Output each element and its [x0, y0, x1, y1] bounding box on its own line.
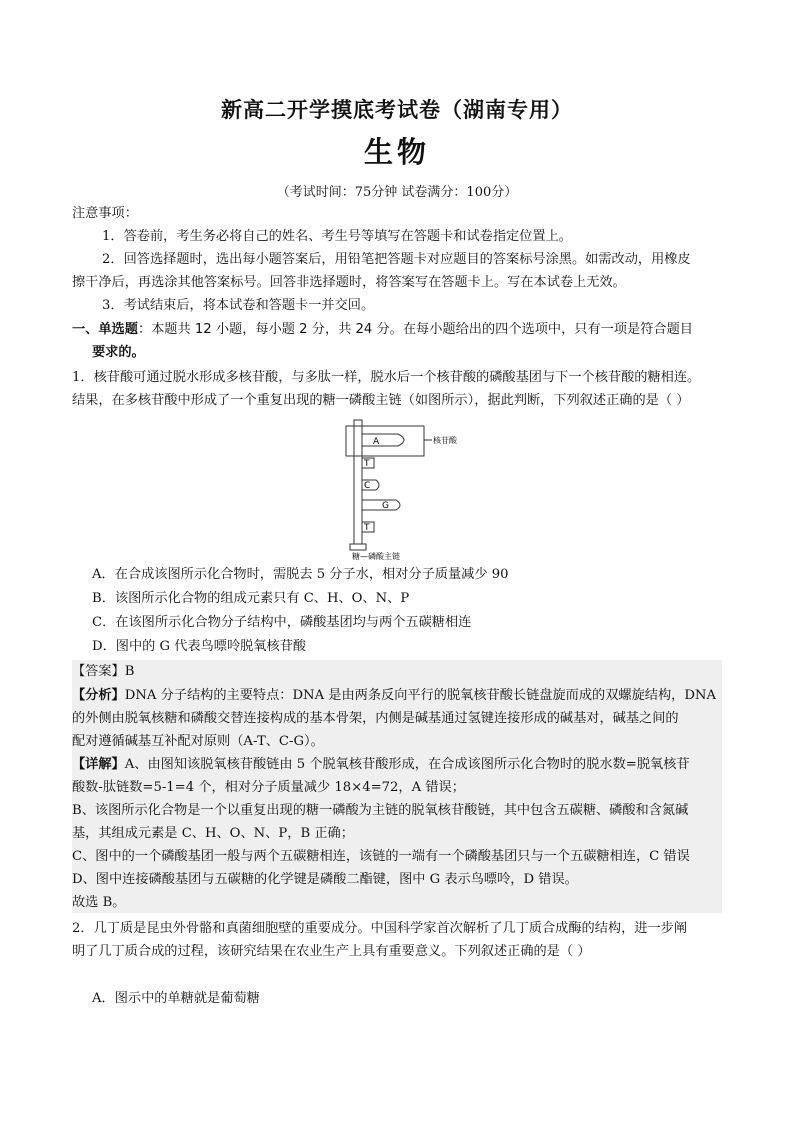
analysis-tag: 【分析】: [72, 688, 125, 703]
q2-stem-line2: 明了几丁质合成的过程，该研究结果在农业生产上具有重要意义。下列叙述正确的是（ ）: [72, 944, 591, 959]
section-header: [72, 318, 722, 341]
sugar-phosphate-backbone: [354, 420, 362, 548]
section-heading: 一、单选题: [72, 322, 138, 337]
detail-text-1: A、由图知该脱氧核苷酸链由 5 个脱氧核苷酸形成，在合成该图所示化合物时的脱水数=脱氧核苷: [124, 757, 690, 772]
detail-tag: 【详解】: [72, 757, 125, 772]
q1-detail-line3: B、该图所示化合物是一个以重复出现的糖一磷酸为主链的脱氧核苷酸链，其中包含五碳糖、磷酸和含氮碱: [72, 803, 689, 818]
base-c-label: C: [364, 481, 371, 491]
dna-strand-figure: [340, 418, 480, 562]
base-a: [362, 434, 404, 447]
q1-analysis-line1: [72, 684, 722, 707]
base-t2: [362, 522, 374, 533]
q1-option-c: C．在该图所示化合物分子结构中，磷酸基团均与两个五碳糖相连: [92, 615, 472, 630]
q1-detail-line5: C、图中的一个磷酸基团一般与两个五碳糖相连，该链的一端有一个磷酸基团只与一个五碳糖相连，C 错误: [72, 849, 690, 864]
paper-title: 新高二开学摸底考试卷（湖南专用）: [221, 98, 573, 122]
analysis-text-1: DNA 分子结构的主要特点：DNA 是由两条反向平行的脱氧核苷酸长链盘旋而成的双螺旋结构，DNA: [124, 688, 716, 703]
q2-stem-line1: 2．几丁质是昆虫外骨骼和真菌细胞壁的重要成分。中国科学家首次解析了几丁质合成酶的结构，进一步阐: [72, 921, 688, 936]
notice-heading: 注意事项：: [72, 206, 138, 221]
section-desc: ：本题共 12 小题，每小题 2 分，共 24 分。在每小题给出的四个选项中，只有一项是符合题目: [137, 322, 693, 337]
base-g: [362, 500, 400, 511]
q1-analysis-line2: 的外侧由脱氧核糖和磷酸交替连接构成的基本骨架，内侧是碱基通过氢键连接形成的碱基对，碱基之间的: [72, 711, 679, 726]
q1-detail-line6: D、图中连接磷酸基团与五碳糖的化学键是磷酸二酯键，图中 G 表示鸟嘌呤，D 错误。: [72, 872, 578, 887]
base-t1: [362, 458, 374, 469]
base-c: [362, 480, 379, 491]
paper-subject: 生物: [363, 135, 430, 169]
q1-analysis-line3: 配对遵循碱基互补配对原则（A-T、C-G）。: [72, 734, 324, 749]
backbone-label: 糖—磷酸主链: [352, 552, 400, 561]
q1-detail-line7: 故选 B。: [72, 895, 126, 910]
q1-stem-line2: 结果，在多核苷酸中形成了一个重复出现的糖一磷酸主链（如图所示），据此判断，下列叙述正确的是（ ）: [72, 393, 690, 408]
q1-option-a: A．在合成该图所示化合物时，需脱去 5 分子水，相对分子质量减少 90: [92, 567, 509, 582]
q1-answer: 【答案】B: [72, 664, 135, 679]
notice-item-2-cont: 擦干净后，再选涂其他答案标号。回答非选择题时，将答案写在答题卡上。写在本试卷上无效。: [72, 275, 626, 290]
backbone-base: [350, 544, 366, 550]
notice-item-2: 2．回答选择题时，选出每小题答案后，用铅笔把答题卡对应题目的答案标号涂黑。如需改动，用橡皮: [102, 252, 691, 267]
base-g-label: G: [382, 501, 389, 511]
base-t2-label: T: [364, 523, 370, 533]
notice-item-3: 3．考试结束后，将本试卷和答题卡一并交回。: [102, 298, 375, 313]
notice-item-1: 1．答卷前，考生务必将自己的姓名、考生号等填写在答题卡和试卷指定位置上。: [102, 229, 572, 244]
exam-info: （考试时间：75分钟 试卷满分：100分）: [276, 185, 518, 200]
q1-option-d: D．图中的 G 代表鸟嘌呤脱氧核苷酸: [92, 639, 307, 654]
q1-detail-line4: 基，其组成元素是 C、H、O、N、P，B 正确；: [72, 826, 354, 841]
nucleotide-label: 核苷酸: [433, 436, 457, 445]
q1-option-b: B．该图所示化合物的组成元素只有 C、H、O、N、P: [92, 591, 410, 606]
q1-detail-line2: 酸数-肽链数=5-1=4 个，相对分子质量减少 18×4=72，A 错误；: [72, 780, 465, 795]
base-t1-label: T: [364, 459, 370, 469]
q1-stem-line1: 1．核苷酸可通过脱水形成多核苷酸，与多肽一样，脱水后一个核苷酸的磷酸基团与下一个核苷酸的糖相连。: [72, 370, 701, 385]
section-desc-cont: 要求的。: [92, 345, 145, 360]
q1-detail-line1: [72, 753, 722, 776]
base-a-label: A: [373, 437, 380, 447]
q2-option-a: A．图示中的单糖就是葡萄糖: [92, 991, 260, 1006]
